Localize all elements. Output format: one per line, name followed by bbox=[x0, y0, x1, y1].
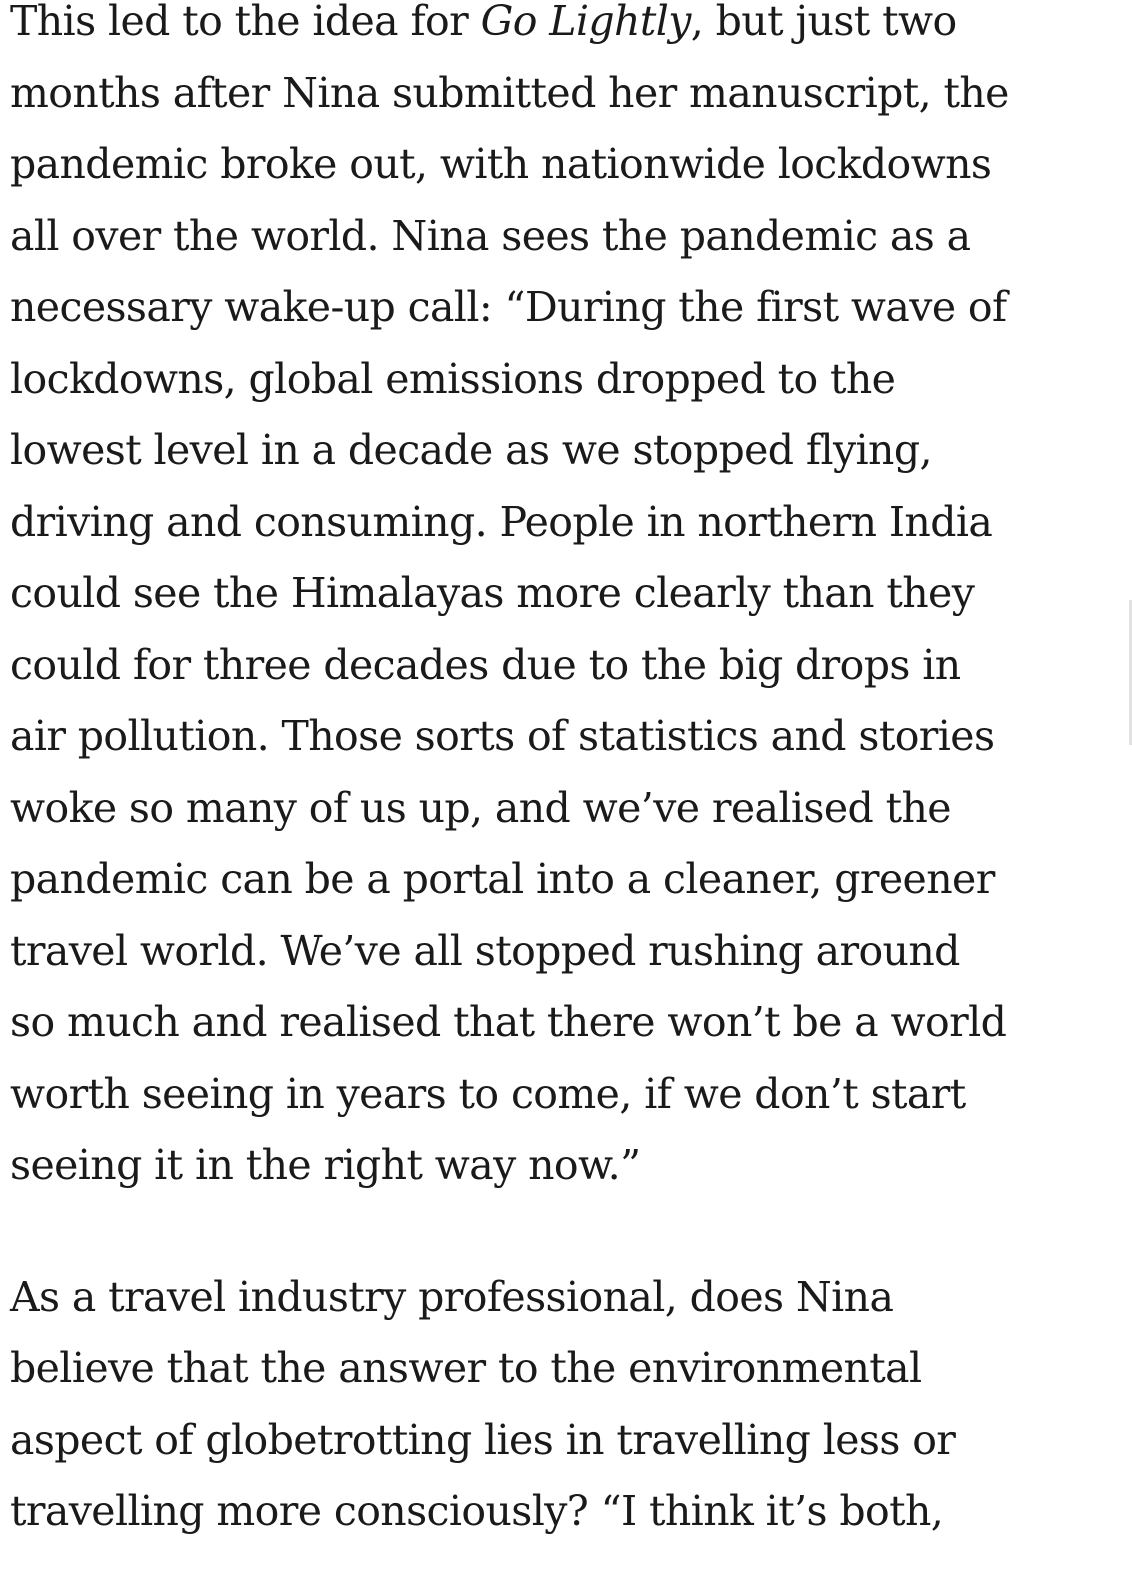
text-line: all over the world. Nina sees the pandemic as a bbox=[10, 211, 971, 260]
text-line: travelling more consciously? “I think it’s both, bbox=[10, 1487, 944, 1535]
text-line: woke so many of us up, and we’ve realised the bbox=[10, 783, 951, 832]
book-title: Go Lightly bbox=[480, 0, 691, 45]
text-line: lowest level in a decade as we stopped flying, bbox=[10, 426, 932, 474]
text-line: As a travel industry professional, does Nina bbox=[10, 1272, 894, 1321]
paragraph-spacer bbox=[10, 1202, 1122, 1262]
text-line: so much and realised that there won’t be a world bbox=[10, 998, 1007, 1046]
text-line: This led to the idea for Go Lightly, but just two bbox=[10, 0, 1122, 58]
text-line: seeing it in the right way now.” bbox=[10, 1141, 641, 1189]
text-line: could for three decades due to the big drops in bbox=[10, 640, 961, 689]
text-line: aspect of globetrotting lies in travelling less or bbox=[10, 1415, 956, 1464]
text-line: pandemic can be a portal into a cleaner, greener bbox=[10, 855, 995, 903]
text-line: lockdowns, global emissions dropped to the bbox=[10, 354, 896, 403]
text-line: could see the Himalayas more clearly than they bbox=[10, 569, 975, 617]
text-line: necessary wake-up call: “During the first wave of bbox=[10, 283, 1007, 331]
text-line: travel world. We’ve all stopped rushing around bbox=[10, 926, 960, 975]
text-line: air pollution. Those sorts of statistics and stories bbox=[10, 712, 995, 760]
text-line: worth seeing in years to come, if we don’t start bbox=[10, 1069, 966, 1118]
text-line: pandemic broke out, with nationwide lockdowns bbox=[10, 140, 992, 188]
article-body bbox=[10, 0, 1122, 1548]
paragraph-travel-question bbox=[10, 1262, 1122, 1548]
text-line: believe that the answer to the environmental bbox=[10, 1344, 922, 1392]
text-line: driving and consuming. People in northern India bbox=[10, 497, 993, 546]
text-line: months after Nina submitted her manuscript, the bbox=[10, 68, 1009, 117]
paragraph-go-lightly bbox=[10, 0, 1122, 1202]
